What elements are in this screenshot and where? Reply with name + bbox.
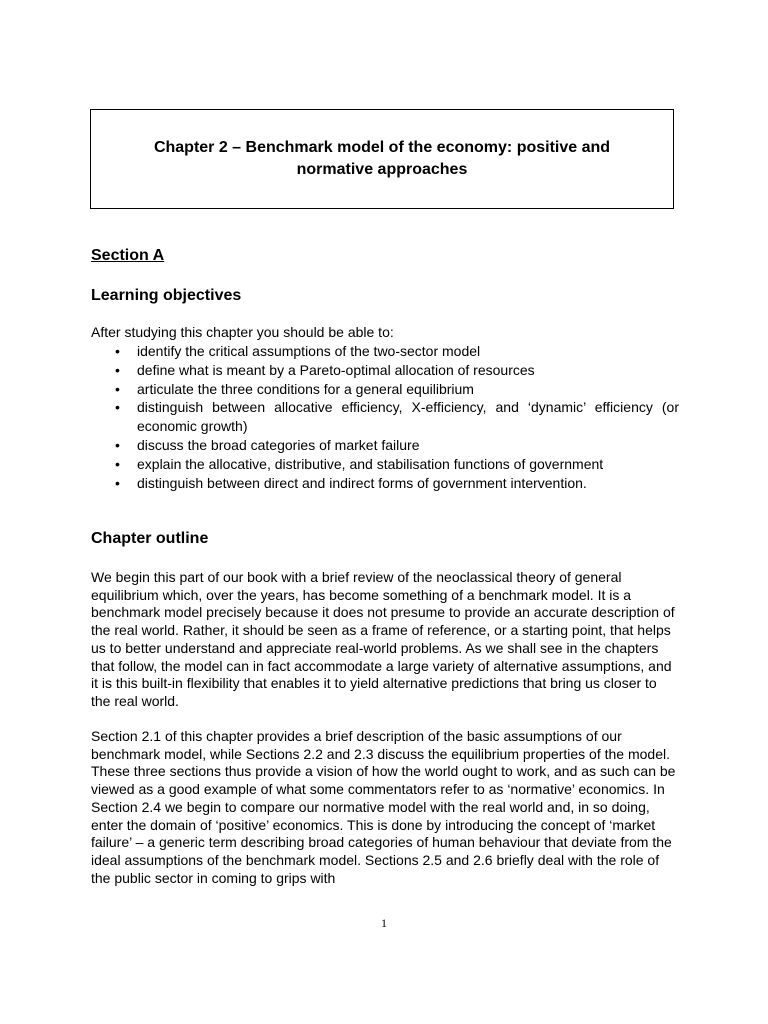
chapter-title: Chapter 2 – Benchmark model of the economy: positive and normative approaches [153,139,611,178]
chapter-outline-heading: Chapter outline [91,530,209,547]
list-item: • define what is meant by a Pareto-optimal allocation of resources [91,361,679,380]
outline-paragraph-2: Section 2.1 of this chapter provides a brief description of the basic assumptions of our benchmark model, while Sections 2.2 and 2.3 discuss the equilibrium properties of the model. These three sections thus provide a vision of how the world ought to work, and as such can be viewed as a good example of what some commentators refer to as ‘normative’ economics. In Section 2.4 we begin to compare our normative model with the real world and, in so doing, enter the domain of ‘positive’ economics. This is done by introducing the concept of ‘market failure’ – a generic term describing broad categories of human behaviour that deviate from the ideal assumptions of the benchmark model. Sections 2.5 and 2.6 briefly deal with the role of the public sector in coming to grips with [91,728,676,886]
learning-objectives-heading: Learning objectives [91,287,242,304]
learning-objectives-list [91,342,679,492]
learning-objectives-intro: After studying this chapter you should be able to: [91,324,394,340]
list-item: • discuss the broad categories of market failure [91,436,679,455]
list-item: • identify the critical assumptions of the two-sector model [91,342,679,361]
list-item: • distinguish between allocative efficiency, X-efficiency, and ‘dynamic’ efficiency (or economic growth) [91,398,679,436]
section-label: Section A [91,247,165,264]
outline-paragraph-1: We begin this part of our book with a brief review of the neoclassical theory of general equilibrium which, over the years, has become something of a benchmark model. It is a benchmark model precisely because it does not presume to provide an accurate description of the real world. Rather, it should be seen as a frame of reference, or a starting point, that helps us to better understand and appreciate real-world problems. As we shall see in the chapters that follow, the model can in fact accommodate a large variety of alternative assumptions, and it is this built-in flexibility that enables it to yield alternative predictions that bring us closer to the real world. [91,569,675,709]
page-number: 1 [381,916,387,930]
chapter-title-box [90,109,674,209]
list-item: • explain the allocative, distributive, and stabilisation functions of government [91,455,679,474]
list-item: • distinguish between direct and indirect forms of government intervention. [91,474,679,493]
list-item: • articulate the three conditions for a general equilibrium [91,380,679,399]
